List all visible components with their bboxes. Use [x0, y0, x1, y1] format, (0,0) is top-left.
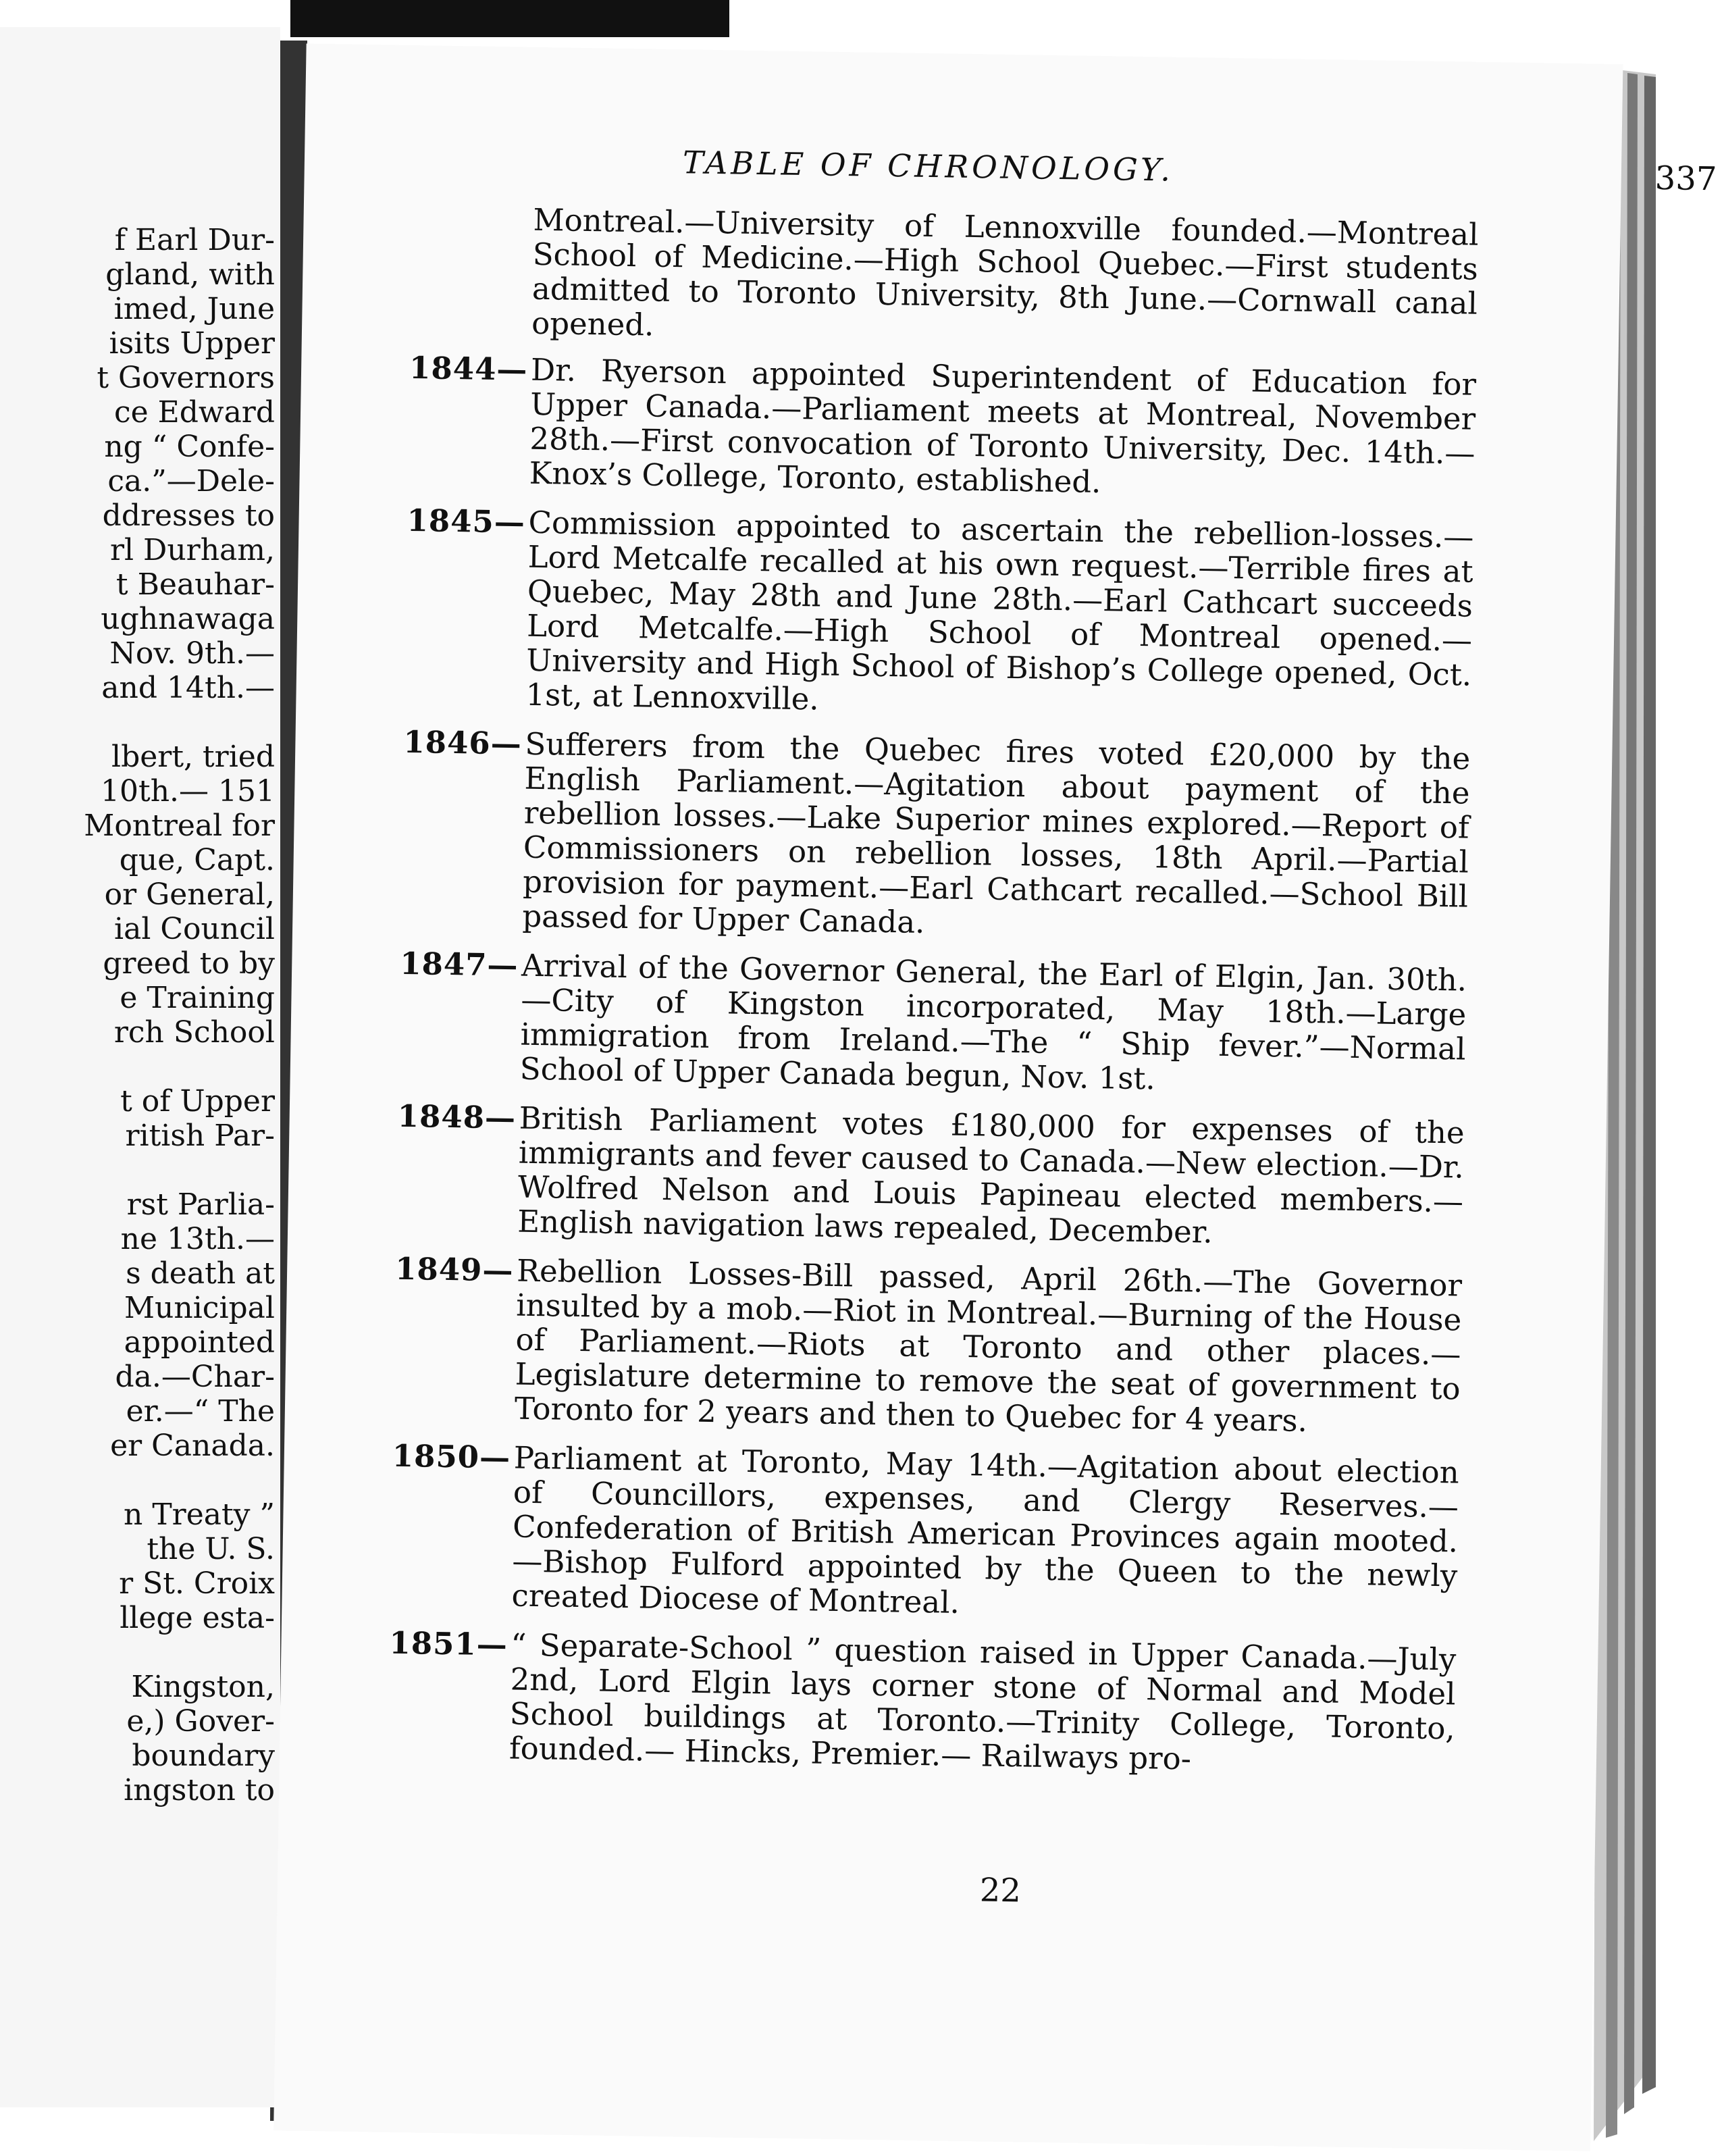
entry-year: 1851—: [389, 1624, 508, 1663]
left-page-line: boundary: [132, 1739, 275, 1773]
entry-year: 1848—: [397, 1098, 517, 1136]
right-page: [273, 43, 1717, 2151]
entry-year: 1845—: [407, 502, 526, 540]
continuation-paragraph: [383, 200, 1479, 355]
left-page-line: ne 13th.—: [120, 1222, 275, 1256]
left-page-line: ial Council: [114, 912, 275, 946]
left-page-line: [0, 1463, 275, 1497]
signature-mark: 22: [979, 1871, 1022, 1910]
chronology-entry: [371, 946, 1467, 1100]
left-page-line: ingston to: [124, 1773, 275, 1807]
left-page-line: rch School: [113, 1015, 275, 1050]
left-page-line: llege esta-: [120, 1601, 275, 1635]
entry-text: Rebellion Losses-Bill passed, April 26th.—The Governor insulted by a mob.—Riot in Montreal.—Burning of the House of Parliament.—Riots at Toronto and other places.—Legislature determine to remove the seat of government to Toronto for 2 years and then to Quebec for 4 years.: [514, 1252, 1463, 1439]
entry-year: 1846—: [403, 723, 523, 762]
entry-year: 1850—: [392, 1437, 511, 1476]
left-page-line: Montreal for: [84, 808, 275, 843]
left-page-line: isits Upper: [109, 326, 275, 361]
left-page-line: e,) Gover-: [126, 1704, 275, 1739]
left-page-line: n Treaty ”: [124, 1497, 275, 1532]
continuation-text: Montreal.—University of Lennoxville founded.—Montreal School of Medicine.—High School Quebec.—First students admitted to Toronto University, 8th June.—Cornwall canal opened.: [531, 201, 1479, 343]
left-page-line: greed to by: [103, 946, 275, 981]
running-head: TABLE OF CHRONOLOGY.: [682, 144, 1174, 188]
left-page-line: t of Upper: [120, 1084, 275, 1119]
left-page-line: er Canada.: [110, 1429, 275, 1463]
left-page-line: imed, June: [113, 292, 275, 326]
left-page-line: e Training: [120, 981, 275, 1015]
left-page-line: r St. Croix: [119, 1566, 275, 1601]
left-page-line: Kingston,: [131, 1670, 275, 1704]
left-page-line: ritish Par-: [125, 1119, 275, 1153]
left-page-line: Municipal: [124, 1291, 275, 1325]
left-page-line: ce Edward: [113, 395, 275, 430]
chronology-entry: [361, 1625, 1457, 1780]
left-page-line: the U. S.: [147, 1532, 275, 1566]
left-page-line: or General,: [104, 877, 275, 912]
entry-text: Arrival of the Governor General, the Earl of Elgin, Jan. 30th.—City of Kingston incorporated, May 18th.—Large immigration from Ireland.—The “ Ship fever.”—Normal School of Upper Canada begun, Nov. 1st.: [519, 947, 1467, 1097]
entry-text: Commission appointed to ascertain the rebellion-losses.—Lord Metcalfe recalled at his own request.—Terrible fires at Quebec, May 28th and June 28th.—Earl Cathcart succeeds Lord Metcalfe.—High School of Montreal opened.—University and High School of Bishop’s College opened, Oct. 1st, at Lennoxville.: [525, 504, 1474, 717]
left-page-line: [0, 1635, 275, 1670]
left-page-line: and 14th.—: [101, 671, 275, 705]
left-page-line: rl Durham,: [109, 533, 275, 567]
page-number: 337: [1654, 159, 1717, 199]
left-page-line: que, Capt.: [119, 843, 275, 877]
left-page-line: s death at: [126, 1256, 275, 1291]
entry-text: Sufferers from the Quebec fires voted £20,000 by the English Parliament.—Agitation about payment of the rebellion losses.—Lake Superior mines explored.—Report of Commissioners on rebellion losses, 18th April.—Partial provision for payment.—Earl Cathcart recalled.—School Bill passed for Upper Canada.: [522, 725, 1471, 941]
left-page-line: ng “ Confe-: [104, 430, 275, 464]
entry-year: 1847—: [399, 945, 519, 983]
left-page-line: Nov. 9th.—: [109, 636, 275, 671]
chronology-entries: [360, 200, 1478, 1795]
left-page-line: f Earl Dur-: [114, 223, 275, 257]
left-page-fragment: [0, 27, 280, 2107]
left-page-line: t Beauhar-: [115, 567, 275, 602]
entry-text: Dr. Ryerson appointed Superintendent of Education for Upper Canada.—Parliament meets at Montreal, November 28th.—First convocation of Toronto University, Dec. 14th.—Knox’s College, Toronto, established.: [529, 351, 1477, 500]
left-page-line: er.—“ The: [126, 1394, 275, 1429]
left-page-line: t Governors: [97, 361, 275, 395]
chronology-entry: [366, 1251, 1463, 1440]
chronology-entry: [373, 724, 1471, 948]
entry-year: 1844—: [409, 349, 528, 388]
chronology-entry: [363, 1438, 1459, 1627]
left-page-line: appointed: [124, 1325, 275, 1360]
chronology-entry: [369, 1098, 1465, 1253]
chronology-entry: [377, 503, 1474, 726]
left-page-line: lbert, tried: [111, 740, 275, 774]
left-page-line: [0, 705, 275, 740]
entry-text: “ Separate-School ” question raised in Upper Canada.—July 2nd, Lord Elgin lays corner stone of Normal and Model School buildings at Toronto.—Trinity College, Toronto, founded.— Hincks, Premier.— Railways pro-: [508, 1626, 1457, 1777]
entry-text: Parliament at Toronto, May 14th.—Agitation about election of Councillors, expenses, and Clergy Reserves.—Confederation of British American Provinces again mooted.—Bishop Fulford appointed by the Queen to the newly created Diocese of Montreal.: [511, 1439, 1460, 1620]
left-page-line: ddresses to: [102, 498, 275, 533]
page-header: [682, 144, 1723, 199]
left-page-line: [0, 1153, 275, 1187]
left-page-line: gland, with: [105, 257, 275, 292]
left-page-lines: [0, 223, 275, 1807]
left-page-line: rst Parlia-: [126, 1187, 275, 1222]
entry-year: 1849—: [394, 1250, 514, 1289]
left-page-line: da.—Char-: [115, 1360, 275, 1394]
left-page-line: [0, 1050, 275, 1084]
left-page-line: ughnawaga: [101, 602, 275, 636]
left-page-line: 10th.— 151: [101, 774, 275, 808]
left-page-line: ca.”—Dele-: [107, 464, 275, 498]
chronology-entry: [380, 350, 1476, 505]
entry-text: British Parliament votes £180,000 for expenses of the immigrants and fever caused to Canada.—New election.—Dr. Wolfred Nelson and Louis Papineau elected members.—English navigation laws repealed, December.: [517, 1100, 1465, 1250]
